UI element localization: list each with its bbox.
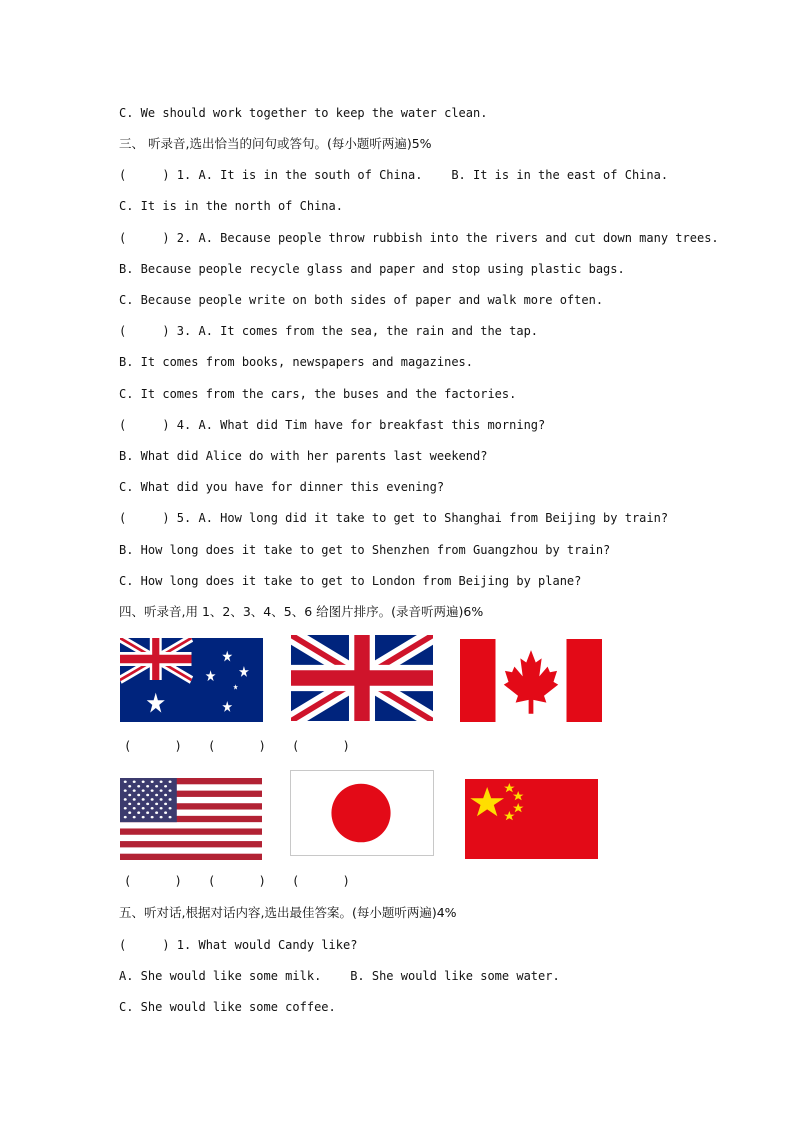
question-3-option-b: B. It comes from books, newspapers and magazines. [119, 355, 474, 369]
question-3-line: ( ) 3. A. It comes from the sea, the rain and the tap. [119, 324, 539, 338]
question-1-option-c: C. It is in the north of China. [119, 199, 343, 213]
uk-flag [291, 635, 433, 721]
s5-question-1-options-ab: A. She would like some milk. B. She would like some water. [119, 969, 560, 983]
answer-blank-3[interactable]: ( ) [292, 739, 350, 753]
china-flag [465, 779, 598, 859]
answer-blank-5[interactable]: ( ) [208, 874, 266, 888]
section-4-heading: 四、听录音,用 1、2、3、4、5、6 给图片排序。(录音听两遍)6% [119, 604, 484, 619]
section-3-heading: 三、 听录音,选出恰当的问句或答句。(每小题听两遍)5% [119, 136, 432, 151]
japan-flag [290, 770, 434, 856]
answer-blank-2[interactable]: ( ) [208, 739, 266, 753]
answer-blank-6[interactable]: ( ) [292, 874, 350, 888]
question-5-option-b: B. How long does it take to get to Shenzhen from Guangzhou by train? [119, 543, 611, 557]
answer-blank-4[interactable]: ( ) [124, 874, 182, 888]
question-2-option-b: B. Because people recycle glass and paper and stop using plastic bags. [119, 262, 625, 276]
australia-flag [120, 638, 263, 722]
s5-question-1-line: ( ) 1. What would Candy like? [119, 938, 358, 952]
question-4-option-b: B. What did Alice do with her parents last weekend? [119, 449, 488, 463]
question-3-option-c: C. It comes from the cars, the buses and the factories. [119, 387, 517, 401]
answer-blank-1[interactable]: ( ) [124, 739, 182, 753]
question-1-line: ( ) 1. A. It is in the south of China. B. It is in the east of China. [119, 168, 669, 182]
usa-flag [120, 778, 262, 860]
s5-question-1-option-c: C. She would like some coffee. [119, 1000, 336, 1014]
question-5-option-c: C. How long does it take to get to London from Beijing by plane? [119, 574, 582, 588]
question-2-option-c: C. Because people write on both sides of paper and walk more often. [119, 293, 604, 307]
canada-flag [460, 639, 602, 722]
option-c-text: C. We should work together to keep the water clean. [119, 106, 488, 120]
question-5-line: ( ) 5. A. How long did it take to get to Shanghai from Beijing by train? [119, 511, 669, 525]
question-4-line: ( ) 4. A. What did Tim have for breakfast this morning? [119, 418, 546, 432]
question-4-option-c: C. What did you have for dinner this evening? [119, 480, 445, 494]
question-2-line: ( ) 2. A. Because people throw rubbish into the rivers and cut down many trees. [119, 231, 719, 245]
section-5-heading: 五、听对话,根据对话内容,选出最佳答案。(每小题听两遍)4% [119, 905, 457, 920]
